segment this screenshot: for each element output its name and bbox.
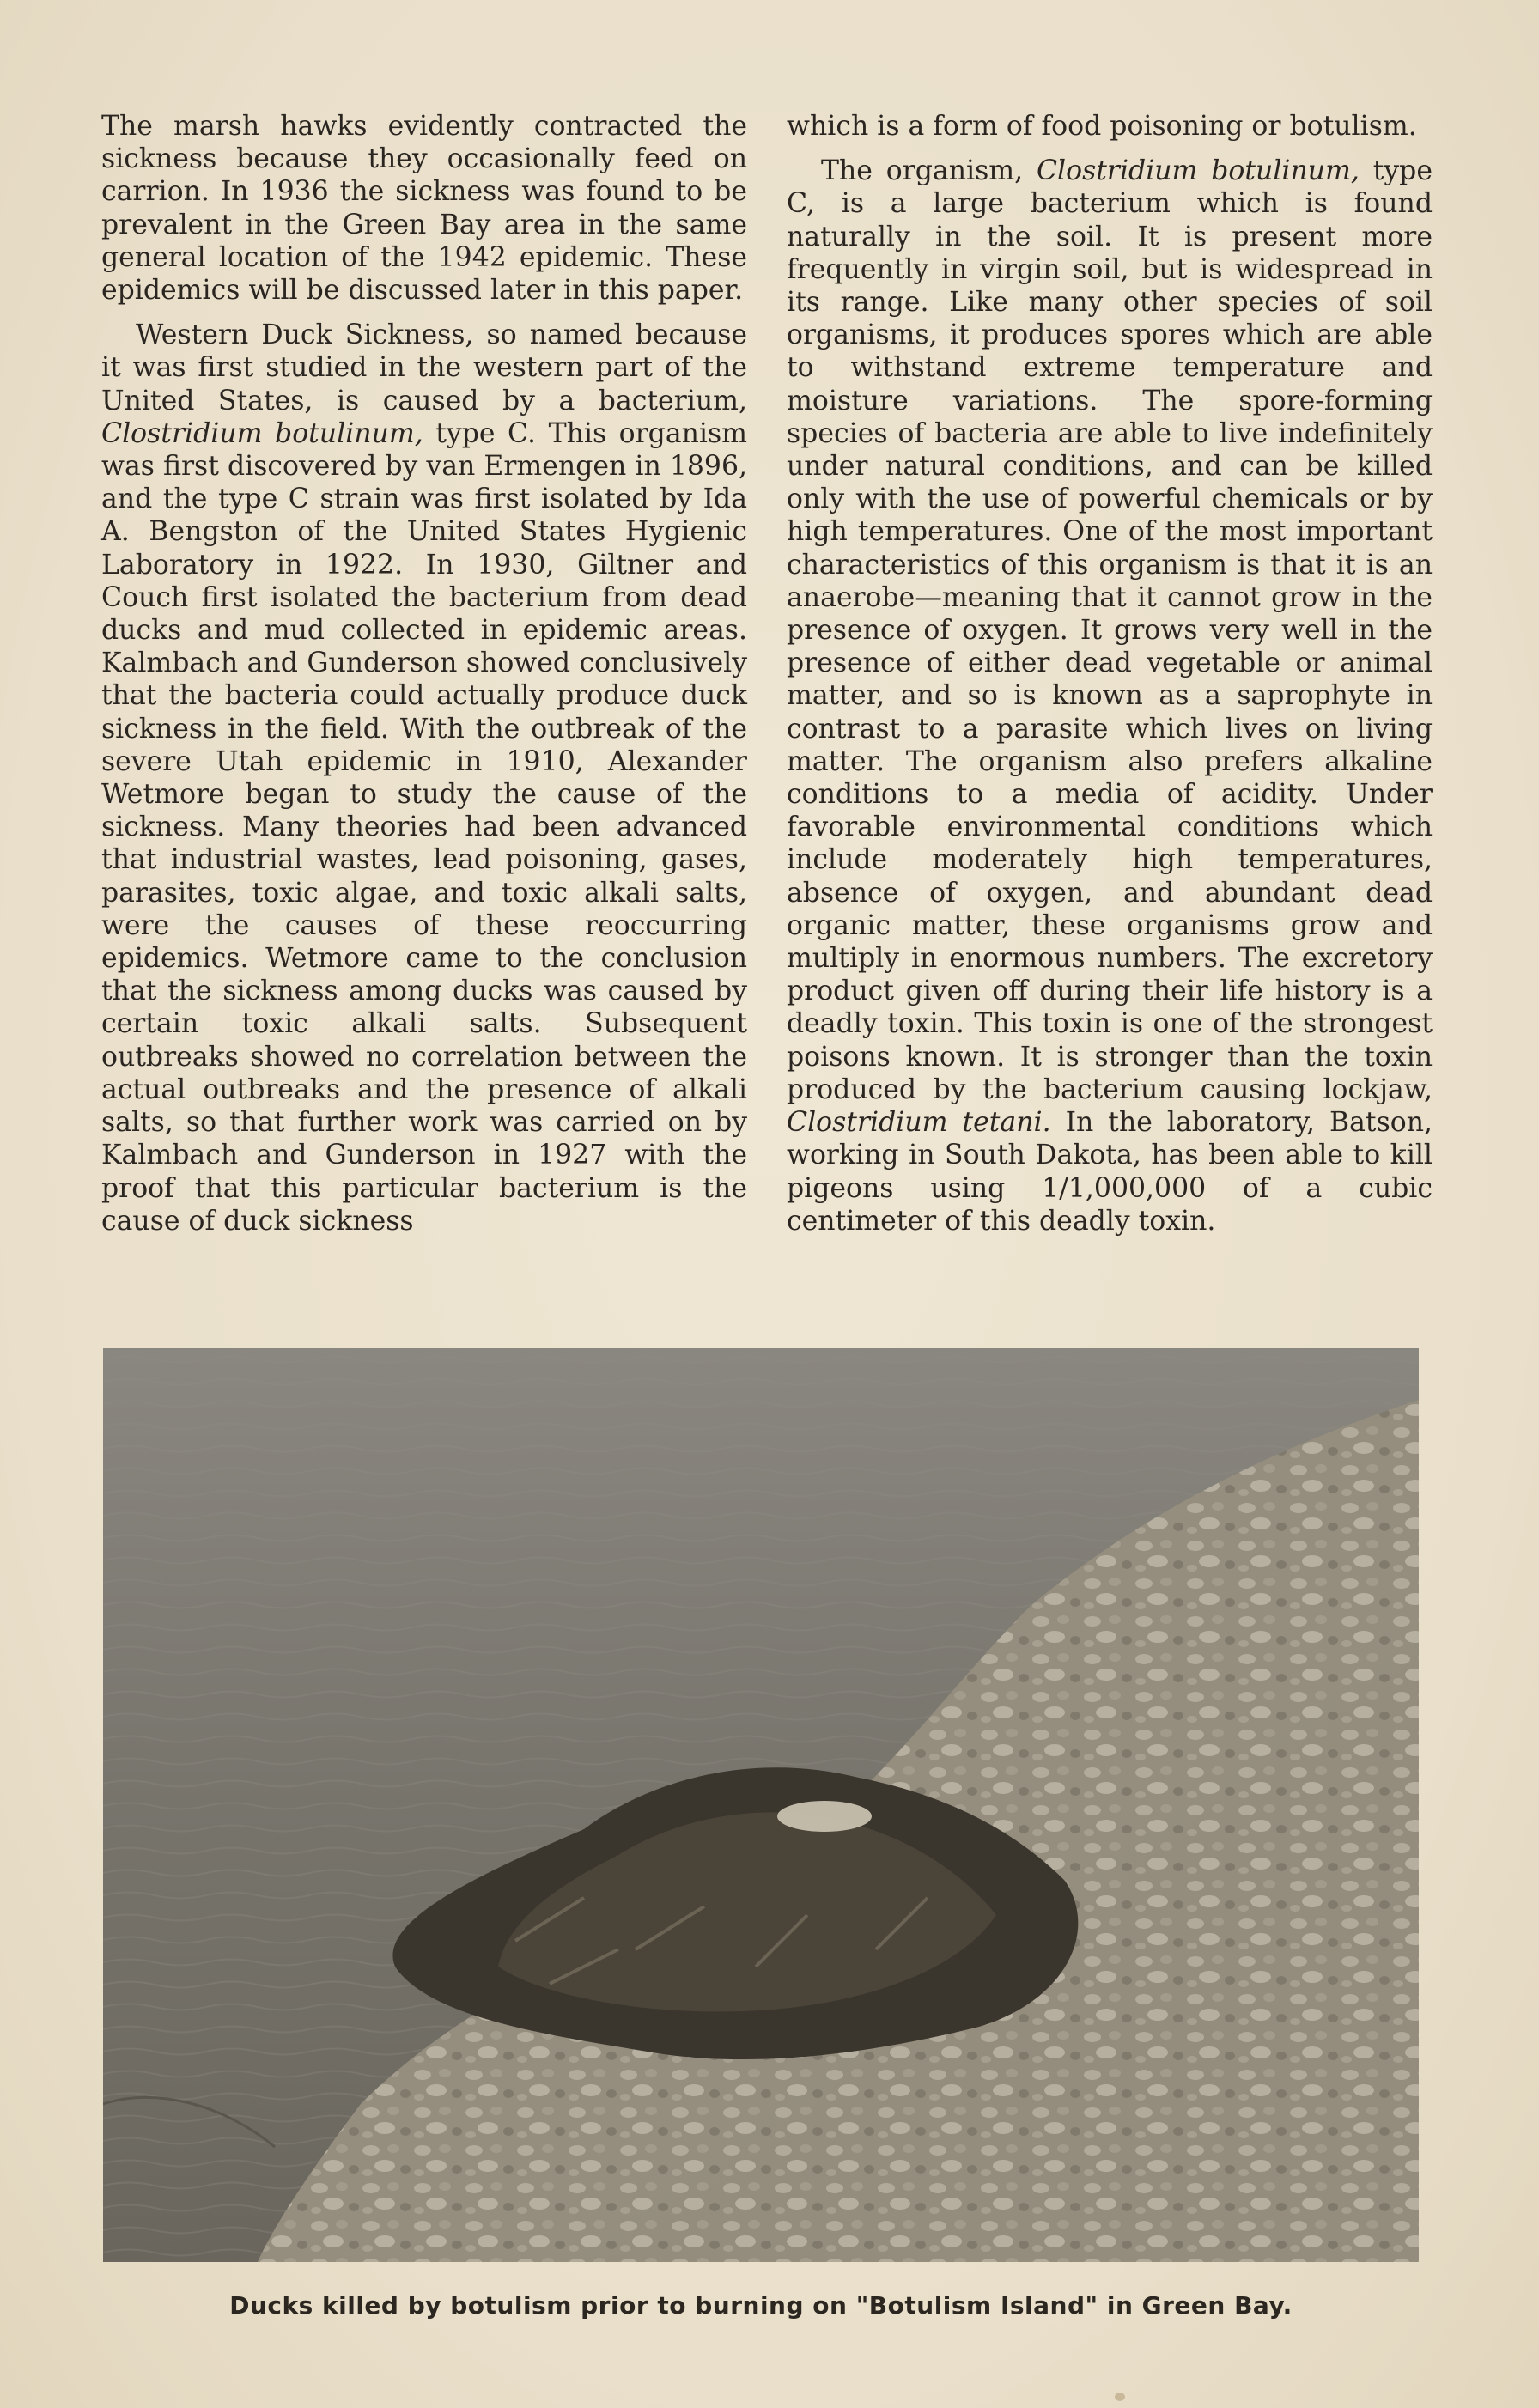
shoreline-photo [103, 1348, 1419, 2262]
species-name: Clostridium botulinum, [101, 417, 423, 449]
paragraph [787, 155, 1433, 1237]
paragraph-text: In the laboratory, Batson, working in South Dakota, has been able to kill pigeons using 1/1,000,000 of a cubic centimeter of this deadly toxin. [787, 1107, 1433, 1237]
paragraph-text: The organism, [821, 155, 1037, 187]
paragraph [101, 319, 747, 1237]
paragraph-text: type C. This organism was first discovered by van Ermengen in 1896, and the type C strain was first isolated by Ida A. Bengston of the United States Hygienic Laboratory in 1922. In 1930, Giltner and Couch first isolated the bacterium from dead ducks and mud collected in epidemic areas. Kalmbach and Gunderson showed conclusively that the bacteria could actually produce duck sickness in the field. With the outbreak of the severe Utah epidemic in 1910, Alexander Wetmore began to study the cause of the sickness. Many theories had been advanced that industrial wastes, lead poisoning, gases, parasites, toxic algae, and toxic alkali salts, were the causes of these reoccurring epidemics. Wetmore came to the conclusion that the sickness among ducks was caused by certain toxic alkali salts. Subsequent outbreaks showed no correlation between the actual outbreaks and the presence of alkali salts, so that further work was carried on by Kalmbach and Gunderson in 1927 with the proof that this particular bacterium is the cause of duck sickness [101, 417, 747, 1237]
paragraph [101, 110, 747, 307]
paragraph-text: Western Duck Sickness, so named because it was first studied in the western part of the United States, is caused by a bacterium, [101, 319, 747, 417]
right-text-column [787, 110, 1433, 1237]
shoreline-photo-illustration [103, 1348, 1419, 2262]
paragraph-text: type C, is a large bacterium which is found naturally in the soil. It is present more frequently in virgin soil, but is widespread in its range. Like many other species of soil organisms, it produces spores which are able to withstand extreme temperature and moisture variations. The spore-forming species of bacteria are able to live indefinitely under natural conditions, and can be killed only with the use of powerful chemicals or by high temperatures. One of the most important characteristics of this organism is that it is an anaerobe—meaning that it cannot grow in the presence of oxygen. It grows very well in the presence of either dead vegetable or animal matter, and so is known as a saprophyte in contrast to a parasite which lives on living matter. The organism also prefers alkaline conditions to a media of acidity. Under favorable environmental conditions which include moderately high temperatures, absence of oxygen, and abundant dead organic matter, these organisms grow and multiply in enormous numbers. The excretory product given off during their life history is a deadly toxin. This toxin is one of the strongest poisons known. It is stronger than the toxin produced by the bacterium causing lockjaw, [787, 155, 1433, 1105]
paragraph [787, 110, 1433, 143]
species-name: Clostridium botulinum, [1036, 155, 1360, 187]
photo-caption: Ducks killed by botulism prior to burning on "Botulism Island" in Green Bay. [229, 2291, 1293, 2320]
paper-speck [1115, 2393, 1125, 2401]
left-text-column [101, 110, 747, 1237]
paragraph-text: The marsh hawks evidently contracted the sickness because they occasionally feed on carrion. In 1936 the sickness was found to be prevalent in the Green Bay area in the same general location of the 1942 epidemic. These epidemics will be discussed later in this paper. [101, 111, 747, 307]
species-name: Clostridium tetani. [787, 1107, 1051, 1139]
paragraph-text: which is a form of food poisoning or botulism. [787, 111, 1417, 142]
